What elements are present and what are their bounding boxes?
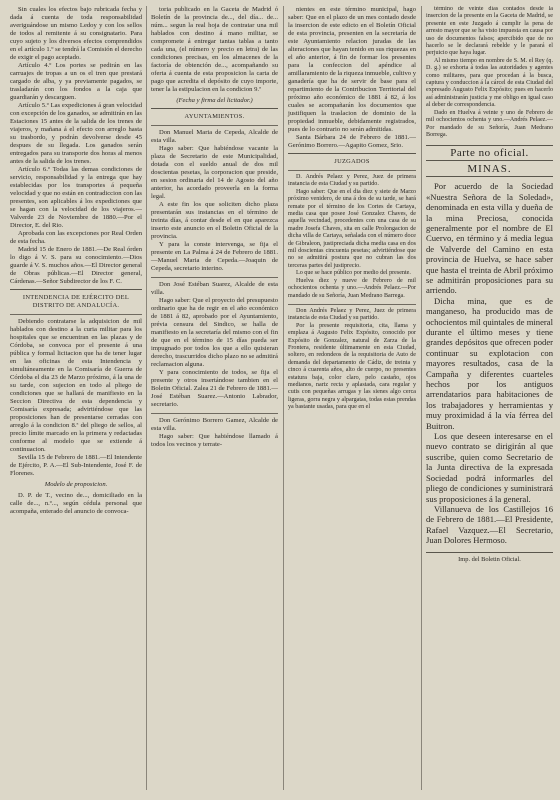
section-divider (10, 314, 142, 315)
paragraph: Dado en Huelva á veinte y uno de Febrero de mil ochocientos ochenta y uno.—Andrés Pelaez.—Por mandado de su Señoría, Juan Medrano Borrega. (426, 109, 553, 138)
section-heading-intendencia: INTENDENCIA DE EJÉRCITO DEL DISTRITO DE ANDALUCÍA. (22, 294, 130, 309)
section-heading-minas: MINAS. (426, 165, 553, 177)
section-divider (151, 125, 278, 126)
paragraph: Debiendo contratarse la adquisicion de mil hablados con destino a la curia militar para los hospitales que se encuentran en las plazas y de Córdoba, se convoca por el presente á una pública y formal licitacion que ha de tener lugar en las oficinas de esta Intendencia y simultáneamente en la Comisaría de Guerra de Córdoba el dia 23 de Marzo próximo, á la una de su tarde, con sujecion en todo al pliego de condiciones que se hallará de manifiesto en la Seccion Directiva de esta dependencia y Comisaría expresada; advirtiéndose que las proposiciones han de presentarse cerradas con arreglo á la condicion 8.ª del pliego de sellos, al precio límite marcado en la primera y redactadas conforme al modelo que se extiende á continuacion. (10, 318, 142, 453)
paragraph: Don Gerónimo Borrero Gamez, Alcalde de esta villa. (151, 417, 278, 432)
paragraph: Madrid 15 de Enero de 1881.—De Real órden lo digo á V. S. para su conocimiento.—Dios guarde á V. S. muchos años.—El Director general de Obras públicas.—El Director general, Cárdenas.—Señor Subdirector de los F. C. (10, 246, 142, 285)
paragraph: Sin cuales los efectos bajo rubricada fecha y dada á cuenta de toda responsabilidad averiguándose un mismo Ledoy y con los sellos de todos al remitente á su consignatario. Para cuyo sujeto y los diversos efectos comprendidos en el artículo 1.º se tendrá la Comisión el derecho de exigir el pago aceptado. (10, 6, 142, 61)
paragraph: Los que deseen interesarse en el nuevo contrato se dirigirán al que suscribe, quien como Secretario de la Junta directiva de la expresada Sociedad podrá informarles del pliego de condiciones y suministrará sus proposiciones á la general. (426, 431, 553, 504)
juzgados-text (288, 174, 416, 412)
paragraph: Al mismo tiempo en nombre de S. M. el Rey (q. D. g.) se exhorta á todas las autoridades y agentes como militares, para que procedan á la busca, captura y conduccion á la cárcel de esta Ciudad del expresado Augusto Felix Expósito; pues en hacerlo así administrarán justicia y me obligo en igual caso al deber de correspondencia. (426, 57, 553, 109)
paragraph: D. Andrés Pelaez y Perez, Juez de primera instancia de esta Ciudad y su partido. (288, 174, 416, 188)
paragraph: Y para la conste intervenga, se fija el presente en La Palma á 24 de Febrero de 1881.—Manuel Maria de Cepeda.—Joaquin de Cepeda, secretario interino. (151, 241, 278, 272)
paragraph: Por acuerdo de la Sociedad «Nuestra Señora de la Soledad», denominada en esta villa y dueña de la mina Preciosa, conocida generalmente por el nombre de El Cuervo, en término y á media legua de Valverde del Camino en esta provincia de Huelva, se hace saber que hasta el treinta de Abril próximo se admitirán proposiciones para su arriendo. (426, 181, 553, 296)
paragraph: Artículo 6.º Todas las demas condiciones de servicio, responsabilidad y la entrega que hay establecidas por los transportes á pequeña velocidad y que no están en contradiccion con las presentes, son aplicables á los expediciones que se hagan con la velocidad de los viajeros.—Valverde 23 de Noviembre de 1880.—Por el Director, E. del Rio. (10, 166, 142, 229)
paragraph: Artículo 4.º Los portes se pedirán en las carruajes de tropas a un os el tren que prestará cargado de alba, y ya previamente pagados, se trasladarán con los fondos a la caja que guardiarán y descarguen. (10, 62, 142, 101)
minas-text (426, 181, 553, 545)
section-divider (151, 108, 278, 109)
section-divider (10, 289, 142, 290)
paragraph: Hago saber: Que en el dia diez y siete de Marzo próximo venidero, de una á dos de su tarde, se hará remate por el término de los Cortes de Cartaya, media casa que posee José Gonzalez Chaves, de aquella vecindad, procedentes con una casa de su madre Josefa Chaves, sita en calle Prolongacion de dicha villa de Cartaya, señalada con el número doce de Gibraleon, justipreciada dicha media casa en dos mil doscientas cincuenta pesetas; advirtiéndose que no se admitirá postura que no cubran las dos terceras partes del justiprecio. (288, 188, 416, 269)
paragraph: término de veinte días contados desde la insercion de la presente en la Gaceta de Madrid, se presente en este Juzgado á cumplir la pena de arresto mayor que se ha visto impuesta en causa por uso de documentos falsos; apercibido que de no hacerlo se le declarará rebelde y le parará el perjuicio que haya lugar. (426, 6, 553, 57)
signature-line: (Fecha y firma del licitador.) (176, 97, 253, 104)
section-title-parte-no-oficial: Parte no oficial. (426, 145, 553, 161)
paragraph: Don José Estéban Suarez, Alcalde de esta villa. (151, 281, 278, 296)
paragraph: Hago saber: Que el proyecto del presupuesto ordinario que ha de regir en el año económico de 1881 á 82, aprobado por el Ayuntamiento, prévia censura del Sindico, se halla de manifiesto en la secretaría del mismo con el fin de que en el término de 15 días pueda ser impugnado por todos los que a ello quisieran derecho, trascurridos dicho plazo no se admitirá reclamacion alguna. (151, 297, 278, 368)
paragraph: Don Andrés Pelaez y Perez, Juez de primera instancia de esta Ciudad y su partido. (288, 307, 416, 322)
paragraph: Artículo 5.º Las expediciones á gran velocidad con excepción de los ganados, se admitirán en las Estaciones 15 antes de la salida de los trenes de viajeros, y mañana á el efecto con arreglo hasta su trasbordo, y podrán devolverse desde 45 despues de su llegada. Los ganados serán entregados para su transporte dos horas al menos antes de la salida de los trenes. (10, 102, 142, 165)
paragraph: A este fin los que soliciten dicho plaza presentarán sus instancias en el término de treinta días, á contar desde el en que aparezca inserto este anuncio en el Boletin Oficial de la provincia. (151, 201, 278, 240)
section-divider (288, 153, 416, 154)
column-4 (421, 6, 557, 790)
paragraph: D. P. de T., vecino de..., domiciliado en la calle de..., n.º..., según cédula personal que acompaña, enterado del anuncio de convoca- (10, 492, 142, 515)
paragraph: Aprobada con las excepciones por Real Orden de esta fecha. (10, 230, 142, 245)
printer-imprint: Imp. del Boletin Oficial. (426, 552, 553, 564)
section-divider (151, 277, 278, 278)
paragraph: Hago saber: Que habiéndose vacante la plaza de Secretario de este Municipalidad, dotada con el sueldo anual de dos mil doscientas pesetas, la corporacion que preside, en sesion ordinaria del 14 de Agosto del año anterior, ha acordado proveerla en la forma legal. (151, 145, 278, 200)
section-heading-ayuntamientos: AYUNTAMIENTOS. (184, 113, 245, 120)
paragraph: Huelva diez y nueve de Febrero de mil ochocientos ochenta y uno.—Andrés Pelaez.—Por mandado de su Señoría, Juan Medrano Barrega. (288, 277, 416, 299)
column-3 (283, 6, 420, 790)
paragraph: Hago saber: Que habiéndose llamado á todos los vecinos y terrate- (151, 433, 278, 448)
section-divider (288, 170, 416, 171)
paragraph: Sevilla 15 de Febrero de 1881.—El Intendente de Ejército, P. A.—El Sub-Intendente, José F. de Florenes. (10, 454, 142, 477)
paragraph: toria publicado en la Gaceta de Madrid ó Boletín de la provincia de..., del día... de... núm... segun la real hoja de contratar una mil hablados con destino á mano militar, se compromete á entregar tantas tablas a tanto cada una, (el número y precio en letra) de las condiciones precisas, en los almacenes de la factoría de obtención de..., acompañando su oferta á cuenta de esta proposicion la carta de pago que acredita el depósito de cuyo importe, tener la la estipulacion en la condicion 9.ª (151, 6, 278, 93)
paragraph: Y para conocimiento de todos, se fija el presente y otros insertándose tambien en el Boletin Oficial. Zalea 21 de Febrero de 1881.—José Estéban Suarez.—Antonio Labrador, secretario. (151, 369, 278, 408)
paragraph: nientes en este término municipal, hago saber: Que en el plazo de un mes contado desde la insercion de este edicto en el Boletín Oficial de esta provincia, presenten en la secretaría de este Ayuntamiento relacion juradas de las alteraciones que hayan tenido en sus riquezas en el año anterior, á fin de formar los presentes para la confeccion del apéndice al amillaramiento de la riqueza inmueble, cultivo y ganadería que ha de servir de base para el repartimiento de la Contribucion Territorial del próximo año económico de 1881 á 82, á los cuales se acompañarán los documentos que justifiquen la traslacion de dominio de la propiedad inmueble, debidamente registrados, pues de lo contrario no serán admitidas. (288, 6, 416, 133)
paragraph: Santa Bárbara 24 de Febrero de 1881.—Gerónimo Borrero.—Agapito Gomez, Srio. (288, 134, 416, 149)
paragraph: Villanueva de los Castillejos 16 de Febrero de 1881.—El Presidente, Rafael Vazquez.—El Secretario, Juan Dolores Hermoso. (426, 503, 553, 546)
paragraph: Lo que se hace público por medio del presente. (296, 270, 411, 277)
requisitoria-text (426, 6, 553, 139)
paragraph: Por la presente requisitoria, cita, llama y emplaza á Augusto Felix Expósito, conocido por Expósito de Gonzalez, natural de Zarza de la Frontera, residente últimamente en esta Ciudad, soltero, en redondeos de la requisitoria de Auto de demanda del departamento de Cádiz, de treinta y cinco á cuarenta años, alto de cuerpo, no presentes estatura baja, color claro, pelo castaño, ojos medianos, nariz recta y aplastada, cara regular y cutis con pequeñas arrugas y las sienes algo cerca ligeras, gorra negra y alpargatas, todas estas prendas ya bastante usadas, para que en el (288, 322, 416, 411)
section-divider (151, 413, 278, 414)
model-heading: Modelo de proposicion. (44, 481, 108, 488)
column-2 (146, 6, 282, 790)
paragraph: Dicha mina, que es de manganeso, ha producido mas de ochocientos mil quintales de mineral durante el último meses y tiene grandes depósitos que ofrecen poder continuar su explotacion con mayores resultados, casa de la Campaña y diferentes cuarteles hechos por los antiguos arrendatarios para habitaciones de los trabajadores y herramientas y muy proximidad á la vía férrea del Buitron. (426, 295, 553, 431)
column-1 (6, 6, 146, 790)
paragraph: Don Manuel Maria de Cepeda, Alcalde de esta villa. (151, 129, 278, 144)
section-heading-juzgados: JUZGADOS (334, 158, 370, 165)
section-divider (288, 304, 416, 305)
